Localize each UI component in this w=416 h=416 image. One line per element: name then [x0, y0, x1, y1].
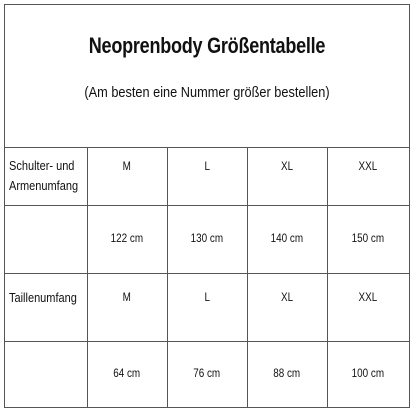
row-label-shoulder-arm-line2: Armenumfang — [9, 178, 79, 193]
row-label-shoulder-arm-line1: Schulter- und — [9, 158, 75, 173]
shoulder-value-xxl: 150 cm — [352, 233, 385, 245]
size-label-xl: XL — [280, 160, 294, 173]
waist-value-xxl: 100 cm — [352, 368, 385, 381]
size-label-xxl: XXL — [358, 160, 378, 173]
chart-title: Neoprenbody Größentabelle — [88, 33, 326, 58]
value-cell — [87, 341, 167, 407]
size-cell — [247, 273, 327, 341]
value-cell — [87, 205, 167, 273]
size-cell — [87, 147, 167, 205]
table-row-shoulder-sizes — [5, 147, 409, 205]
size-chart-sheet — [4, 4, 410, 408]
value-cell — [247, 341, 327, 407]
table-row-waist-values — [5, 341, 409, 407]
size-label-m: M — [122, 160, 132, 173]
chart-subtitle: (Am besten eine Nummer größer bestellen) — [84, 84, 330, 101]
value-cell — [167, 341, 247, 407]
waist-value-l: 76 cm — [193, 368, 221, 381]
size-cell — [167, 147, 247, 205]
size-cell — [327, 147, 409, 205]
shoulder-value-xl: 140 cm — [270, 233, 304, 245]
size-cell — [247, 147, 327, 205]
table-row-waist-sizes — [5, 273, 409, 341]
row-label-waist — [5, 273, 87, 341]
size-cell — [87, 273, 167, 341]
value-cell — [167, 205, 247, 273]
shoulder-value-m: 122 cm — [110, 233, 144, 245]
size-label-xxl: XXL — [358, 292, 378, 304]
chart-header — [5, 5, 409, 148]
table-row-shoulder-values — [5, 205, 409, 273]
size-label-m: M — [122, 292, 132, 304]
value-cell — [247, 205, 327, 273]
empty-cell — [5, 205, 87, 273]
value-cell — [327, 205, 409, 273]
size-cell — [327, 273, 409, 341]
value-cell — [327, 341, 409, 407]
size-cell — [167, 273, 247, 341]
row-label-shoulder-arm — [5, 147, 87, 205]
waist-value-m: 64 cm — [113, 368, 141, 381]
size-label-xl: XL — [280, 292, 294, 304]
row-label-waist-line1: Taillenumfang — [9, 291, 77, 305]
size-label-l: L — [204, 292, 210, 304]
size-table — [5, 147, 409, 407]
waist-value-xl: 88 cm — [273, 368, 301, 381]
empty-cell — [5, 341, 87, 407]
shoulder-value-l: 130 cm — [190, 233, 224, 245]
size-label-l: L — [204, 160, 210, 173]
